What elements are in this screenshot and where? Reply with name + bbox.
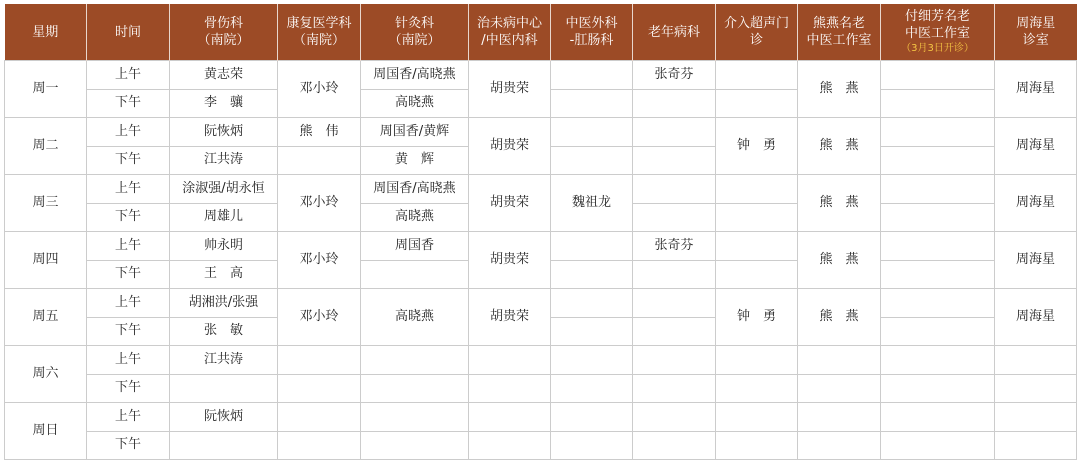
geri-cell xyxy=(633,89,716,118)
clinic-schedule xyxy=(4,4,1076,465)
ultra-cell xyxy=(716,403,798,432)
prevent-cell: 胡贵荣 xyxy=(469,175,551,232)
fu-cell xyxy=(881,89,995,118)
acu-cell: 高晓燕 xyxy=(361,89,469,118)
ortho-cell: 黄志荣 xyxy=(170,61,278,90)
time-cell: 下午 xyxy=(87,317,170,346)
ultra-cell xyxy=(716,346,798,375)
xiong-cell: 熊 燕 xyxy=(798,232,881,289)
time-cell: 下午 xyxy=(87,260,170,289)
time-cell: 下午 xyxy=(87,203,170,232)
zhou-cell: 周海星 xyxy=(995,232,1077,289)
time-cell: 上午 xyxy=(87,118,170,147)
prevent-cell xyxy=(469,374,551,403)
day-cell: 周四 xyxy=(5,232,87,289)
xiong-cell xyxy=(798,431,881,460)
anal-cell xyxy=(551,89,633,118)
table-row xyxy=(5,403,1077,432)
rehab-cell: 邓小玲 xyxy=(278,289,361,346)
anal-cell xyxy=(551,289,633,318)
table-row xyxy=(5,431,1077,460)
zhou-cell xyxy=(995,431,1077,460)
ortho-cell xyxy=(170,431,278,460)
fu-cell xyxy=(881,403,995,432)
table-row xyxy=(5,289,1077,318)
ultra-cell xyxy=(716,232,798,261)
header-rehabilitation: 康复医学科 （南院） xyxy=(278,4,361,61)
geri-cell xyxy=(633,317,716,346)
opening-note: （3月3日开诊） xyxy=(901,43,974,54)
acu-cell: 周国香 xyxy=(361,232,469,261)
prevent-cell xyxy=(469,346,551,375)
fu-cell xyxy=(881,61,995,90)
time-cell: 上午 xyxy=(87,175,170,204)
header-fu-studio: 付细芳名老 中医工作室 （3月3日开诊） xyxy=(881,4,995,61)
anal-cell xyxy=(551,431,633,460)
table-row xyxy=(5,61,1077,90)
time-cell: 上午 xyxy=(87,403,170,432)
day-cell: 周二 xyxy=(5,118,87,175)
ortho-cell: 李 骧 xyxy=(170,89,278,118)
geri-cell xyxy=(633,175,716,204)
fu-cell xyxy=(881,232,995,261)
ortho-cell: 胡湘洪/张强 xyxy=(170,289,278,318)
acu-cell: 周国香/高晓燕 xyxy=(361,61,469,90)
day-cell: 周日 xyxy=(5,403,87,460)
zhou-cell: 周海星 xyxy=(995,61,1077,118)
time-cell: 下午 xyxy=(87,146,170,175)
rehab-cell xyxy=(278,146,361,175)
xiong-cell xyxy=(798,403,881,432)
fu-cell xyxy=(881,317,995,346)
acu-cell xyxy=(361,260,469,289)
anal-cell: 魏祖龙 xyxy=(551,175,633,232)
acu-cell xyxy=(361,346,469,375)
acu-cell: 高晓燕 xyxy=(361,203,469,232)
ultra-cell xyxy=(716,260,798,289)
schedule-table xyxy=(4,4,1077,460)
acu-cell: 黄 辉 xyxy=(361,146,469,175)
zhou-cell: 周海星 xyxy=(995,289,1077,346)
fu-cell xyxy=(881,175,995,204)
header-orthopedics: 骨伤科 （南院） xyxy=(170,4,278,61)
header-ultrasound: 介入超声门 诊 xyxy=(716,4,798,61)
fu-cell xyxy=(881,203,995,232)
day-cell: 周一 xyxy=(5,61,87,118)
anal-cell xyxy=(551,260,633,289)
zhou-cell xyxy=(995,403,1077,432)
table-row xyxy=(5,374,1077,403)
zhou-cell xyxy=(995,346,1077,375)
time-cell: 上午 xyxy=(87,346,170,375)
acu-cell: 周国香/黄辉 xyxy=(361,118,469,147)
header-anorectal: 中医外科 -肛肠科 xyxy=(551,4,633,61)
time-cell: 下午 xyxy=(87,89,170,118)
header-xiong-studio: 熊燕名老 中医工作室 xyxy=(798,4,881,61)
acu-cell xyxy=(361,431,469,460)
time-cell: 上午 xyxy=(87,232,170,261)
fu-cell xyxy=(881,346,995,375)
acu-cell: 高晓燕 xyxy=(361,289,469,346)
prevent-cell: 胡贵荣 xyxy=(469,289,551,346)
prevent-cell: 胡贵荣 xyxy=(469,232,551,289)
fu-cell xyxy=(881,118,995,147)
anal-cell xyxy=(551,346,633,375)
table-row xyxy=(5,118,1077,147)
table-row xyxy=(5,175,1077,204)
rehab-cell: 邓小玲 xyxy=(278,175,361,232)
rehab-cell: 熊 伟 xyxy=(278,118,361,147)
zhou-cell xyxy=(995,374,1077,403)
time-cell: 下午 xyxy=(87,374,170,403)
xiong-cell xyxy=(798,346,881,375)
anal-cell xyxy=(551,118,633,147)
fu-cell xyxy=(881,374,995,403)
rehab-cell: 邓小玲 xyxy=(278,232,361,289)
xiong-cell: 熊 燕 xyxy=(798,61,881,118)
anal-cell xyxy=(551,317,633,346)
geri-cell: 张奇芬 xyxy=(633,232,716,261)
header-time: 时间 xyxy=(87,4,170,61)
fu-cell xyxy=(881,260,995,289)
fu-cell xyxy=(881,431,995,460)
ultra-cell xyxy=(716,175,798,204)
geri-cell xyxy=(633,403,716,432)
ortho-cell: 阮恢炳 xyxy=(170,403,278,432)
geri-cell xyxy=(633,289,716,318)
geri-cell xyxy=(633,260,716,289)
ultra-cell xyxy=(716,203,798,232)
day-cell: 周五 xyxy=(5,289,87,346)
rehab-cell xyxy=(278,374,361,403)
header-geriatrics: 老年病科 xyxy=(633,4,716,61)
zhou-cell: 周海星 xyxy=(995,118,1077,175)
ortho-cell: 涂淑强/胡永恒 xyxy=(170,175,278,204)
anal-cell xyxy=(551,61,633,90)
prevent-cell: 胡贵荣 xyxy=(469,118,551,175)
geri-cell xyxy=(633,431,716,460)
geri-cell xyxy=(633,346,716,375)
header-row xyxy=(5,4,1077,61)
geri-cell xyxy=(633,118,716,147)
anal-cell xyxy=(551,374,633,403)
anal-cell xyxy=(551,403,633,432)
ortho-cell: 江共涛 xyxy=(170,146,278,175)
prevent-cell: 胡贵荣 xyxy=(469,61,551,118)
ortho-cell: 王 高 xyxy=(170,260,278,289)
header-acupuncture: 针灸科 （南院） xyxy=(361,4,469,61)
geri-cell xyxy=(633,146,716,175)
ultra-cell xyxy=(716,374,798,403)
rehab-cell xyxy=(278,346,361,375)
ortho-cell: 张 敏 xyxy=(170,317,278,346)
ortho-cell: 阮恢炳 xyxy=(170,118,278,147)
time-cell: 上午 xyxy=(87,61,170,90)
day-cell: 周三 xyxy=(5,175,87,232)
rehab-cell xyxy=(278,431,361,460)
rehab-cell: 邓小玲 xyxy=(278,61,361,118)
ultra-cell: 钟 勇 xyxy=(716,118,798,175)
anal-cell xyxy=(551,232,633,261)
table-row xyxy=(5,232,1077,261)
ortho-cell xyxy=(170,374,278,403)
prevent-cell xyxy=(469,403,551,432)
xiong-cell: 熊 燕 xyxy=(798,118,881,175)
header-zhou-clinic: 周海星 诊室 xyxy=(995,4,1077,61)
geri-cell xyxy=(633,203,716,232)
ultra-cell xyxy=(716,89,798,118)
rehab-cell xyxy=(278,403,361,432)
zhou-cell: 周海星 xyxy=(995,175,1077,232)
xiong-cell: 熊 燕 xyxy=(798,175,881,232)
day-cell: 周六 xyxy=(5,346,87,403)
ortho-cell: 周雄儿 xyxy=(170,203,278,232)
geri-cell xyxy=(633,374,716,403)
header-day: 星期 xyxy=(5,4,87,61)
geri-cell: 张奇芬 xyxy=(633,61,716,90)
fu-cell xyxy=(881,289,995,318)
ultra-cell xyxy=(716,431,798,460)
table-row xyxy=(5,346,1077,375)
ultra-cell: 钟 勇 xyxy=(716,289,798,346)
acu-cell xyxy=(361,374,469,403)
time-cell: 上午 xyxy=(87,289,170,318)
ortho-cell: 江共涛 xyxy=(170,346,278,375)
ultra-cell xyxy=(716,61,798,90)
anal-cell xyxy=(551,146,633,175)
xiong-cell: 熊 燕 xyxy=(798,289,881,346)
fu-cell xyxy=(881,146,995,175)
header-preventive-center: 治未病中心 /中医内科 xyxy=(469,4,551,61)
acu-cell xyxy=(361,403,469,432)
ortho-cell: 帅永明 xyxy=(170,232,278,261)
acu-cell: 周国香/高晓燕 xyxy=(361,175,469,204)
time-cell: 下午 xyxy=(87,431,170,460)
xiong-cell xyxy=(798,374,881,403)
prevent-cell xyxy=(469,431,551,460)
